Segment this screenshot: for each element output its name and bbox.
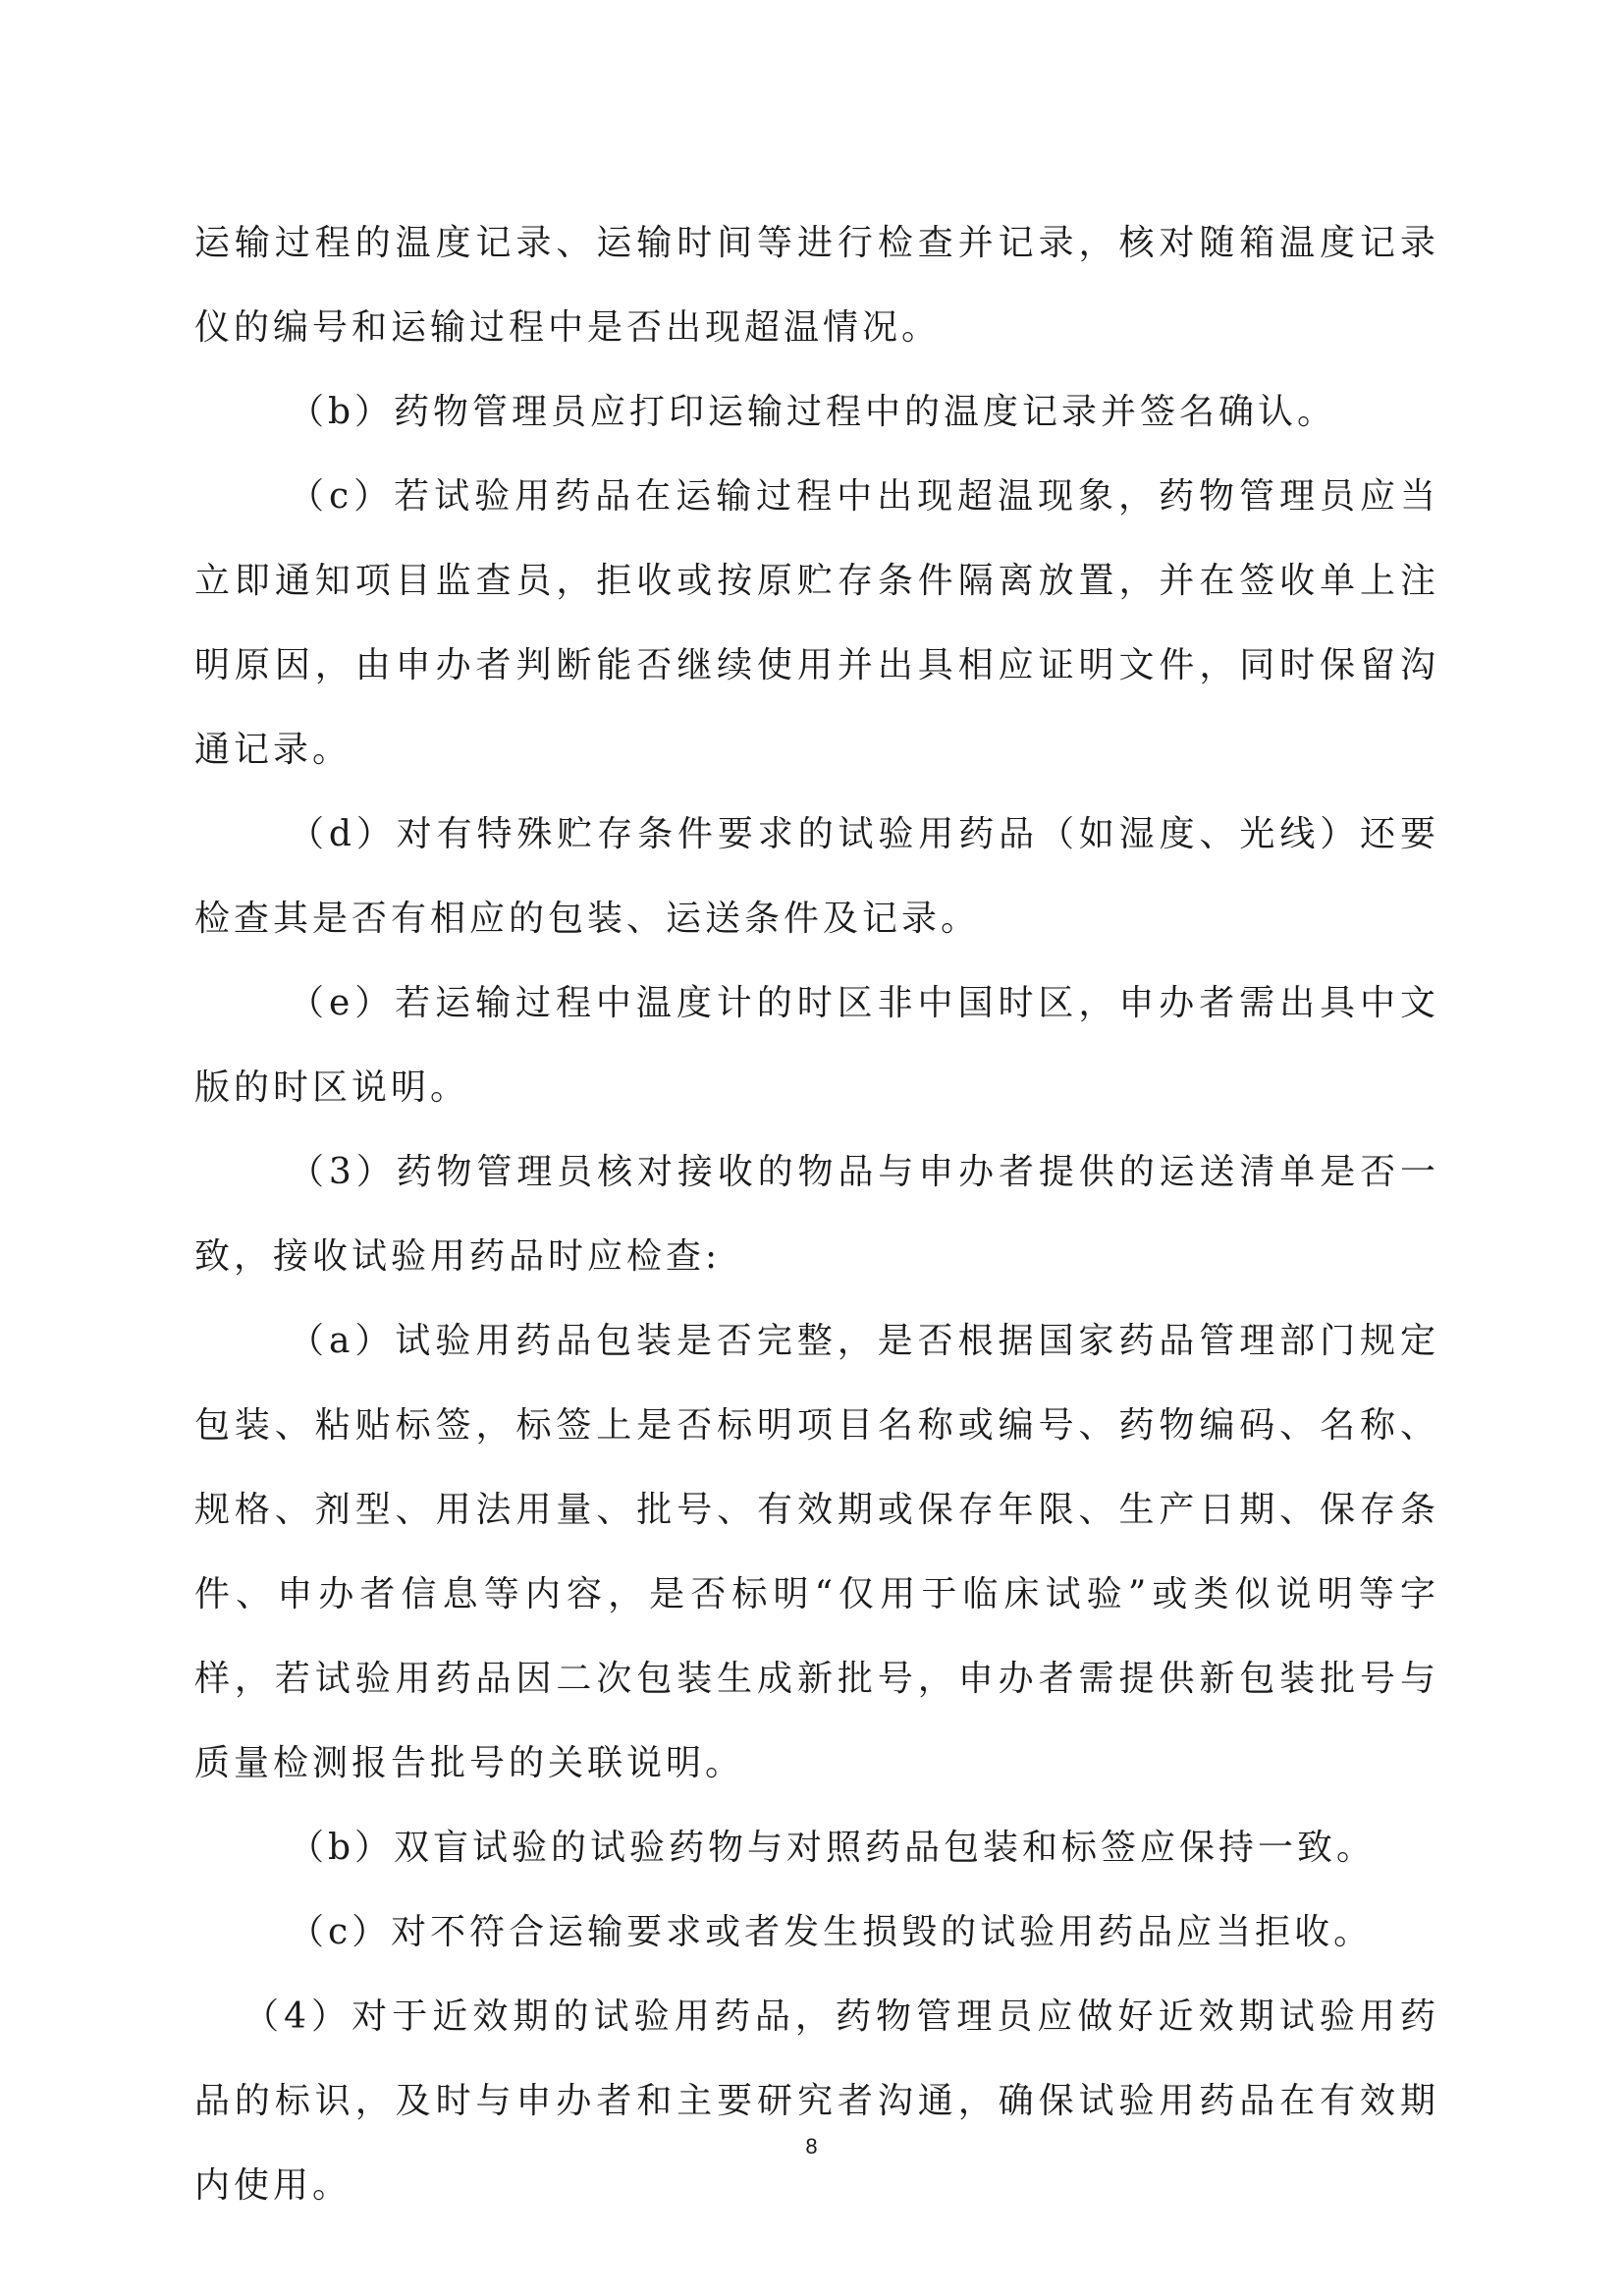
paragraph-4-near-expiry: （4）对于近效期的试验用药品，药物管理员应做好近效期试验用药品的标识，及时与申办者和主要研究者沟通，确保试验用药品在有效期内使用。 — [194, 1996, 1439, 2206]
page-number: 8 — [805, 2134, 818, 2159]
paragraph-c-over-temperature: （c）若试验用药品在运输过程中出现超温现象，药物管理员应当立即通知项目监查员，拒收或按原贮存条件隔离放置，并在签收单上注明原因，由申办者判断能否继续使用并出具相应证明文件，同时保留沟通记录。 — [194, 476, 1439, 770]
document-body — [194, 201, 1439, 2228]
paragraph-c-reject: （c）对不符合运输要求或者发生损毁的试验用药品应当拒收。 — [289, 1912, 1374, 1952]
paragraph-b-print-record: （b）药物管理员应打印运输过程中的温度记录并签名确认。 — [289, 392, 1337, 432]
paragraph-b-double-blind: （b）双盲试验的试验药物与对照药品包装和标签应保持一致。 — [289, 1828, 1377, 1868]
paragraph-3-check-list: （3）药物管理员核对接收的物品与申办者提供的运送清单是否一致，接收试验用药品时应检查: — [194, 1152, 1439, 1277]
paragraph-e-time-zone: （e）若运输过程中温度计的时区非中国时区，申办者需出具中文版的时区说明。 — [194, 983, 1439, 1108]
paragraph-d-special-storage: （d）对有特殊贮存条件要求的试验用药品（如湿度、光线）还要检查其是否有相应的包装、运送条件及记录。 — [194, 814, 1439, 939]
paragraph-continuation: 运输过程的温度记录、运输时间等进行检查并记录，核对随箱温度记录仪的编号和运输过程中是否出现超温情况。 — [194, 223, 1439, 348]
paragraph-a-packaging: （a）试验用药品包装是否完整，是否根据国家药品管理部门规定包装、粘贴标签，标签上是否标明项目名称或编号、药物编码、名称、规格、剂型、用法用量、批号、有效期或保存年限、生产日期、保存条件、申办者信息等内容，是否标明“仅用于临床试验”或类似说明等字样，若试验用药品因二次包装生成新批号，申办者需提供新包装批号与质量检测报告批号的关联说明。 — [194, 1321, 1439, 1783]
